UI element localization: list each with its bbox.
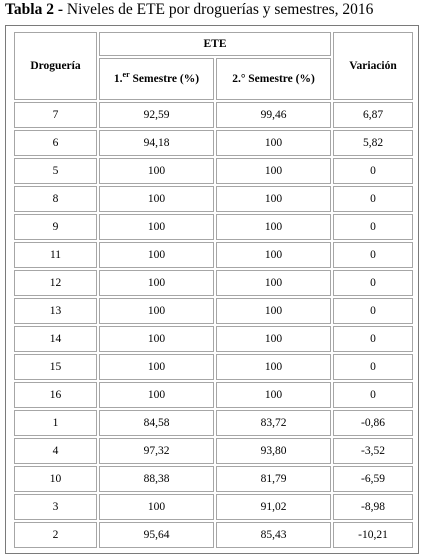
cell-semestre-2: 81,79 [216,466,331,492]
cell-semestre-1: 95,64 [99,522,214,548]
ete-table [12,30,415,550]
cell-semestre-1: 92,59 [99,102,214,128]
cell-drogueria: 12 [14,270,97,296]
cell-variacion: 0 [333,354,413,380]
table-row [14,354,413,380]
cell-drogueria: 2 [14,522,97,548]
table-row [14,410,413,436]
header-variacion: Variación [333,32,413,100]
cell-variacion: 0 [333,382,413,408]
cell-drogueria: 11 [14,242,97,268]
cell-drogueria: 13 [14,298,97,324]
header-drogueria: Droguería [14,32,97,100]
cell-drogueria: 15 [14,354,97,380]
cell-semestre-1: 100 [99,354,214,380]
table-row [14,438,413,464]
cell-variacion: -10,21 [333,522,413,548]
cell-semestre-2: 100 [216,242,331,268]
cell-semestre-1: 100 [99,298,214,324]
cell-semestre-2: 99,46 [216,102,331,128]
cell-variacion: -3,52 [333,438,413,464]
cell-variacion: 0 [333,298,413,324]
table-caption [5,0,429,19]
table-row [14,186,413,212]
table-row [14,130,413,156]
cell-drogueria: 6 [14,130,97,156]
cell-variacion: 0 [333,186,413,212]
cell-semestre-1: 100 [99,242,214,268]
table-row [14,102,413,128]
header-semestre-2: 2.° Semestre (%) [216,58,331,100]
table-frame [5,25,419,554]
caption-text: Niveles de ETE por droguerías y semestres, 2016 [63,1,374,18]
cell-drogueria: 5 [14,158,97,184]
cell-drogueria: 16 [14,382,97,408]
table-body [14,102,413,548]
cell-drogueria: 14 [14,326,97,352]
cell-variacion: 0 [333,214,413,240]
cell-variacion: 0 [333,326,413,352]
cell-semestre-1: 100 [99,270,214,296]
header-ete: ETE [99,32,331,56]
table-row [14,466,413,492]
cell-semestre-2: 100 [216,354,331,380]
cell-variacion: -8,98 [333,494,413,520]
cell-semestre-2: 91,02 [216,494,331,520]
table-row [14,158,413,184]
cell-variacion: 0 [333,270,413,296]
header-row-top [14,32,413,56]
cell-variacion: -0,86 [333,410,413,436]
caption-label: Tabla 2 - [5,1,64,18]
table-row [14,522,413,548]
cell-drogueria: 3 [14,494,97,520]
cell-semestre-1: 97,32 [99,438,214,464]
cell-variacion: 0 [333,242,413,268]
table-row [14,494,413,520]
cell-drogueria: 4 [14,438,97,464]
cell-semestre-2: 83,72 [216,410,331,436]
table-row [14,298,413,324]
table-row [14,382,413,408]
header-semestre-1 [99,58,214,100]
sem1-suffix: Semestre (%) [129,73,200,85]
cell-drogueria: 9 [14,214,97,240]
table-row [14,326,413,352]
cell-variacion: 5,82 [333,130,413,156]
cell-semestre-2: 100 [216,214,331,240]
cell-variacion: 6,87 [333,102,413,128]
cell-variacion: -6,59 [333,466,413,492]
cell-semestre-1: 100 [99,326,214,352]
cell-semestre-1: 94,18 [99,130,214,156]
cell-semestre-1: 100 [99,214,214,240]
cell-semestre-2: 100 [216,382,331,408]
cell-drogueria: 7 [14,102,97,128]
cell-semestre-1: 88,38 [99,466,214,492]
cell-semestre-1: 100 [99,158,214,184]
cell-semestre-2: 93,80 [216,438,331,464]
sem1-superscript: er [122,70,130,80]
sem1-prefix: 1. [113,73,123,85]
cell-semestre-2: 100 [216,158,331,184]
table-row [14,242,413,268]
cell-semestre-1: 84,58 [99,410,214,436]
cell-semestre-1: 100 [99,186,214,212]
cell-semestre-2: 100 [216,186,331,212]
cell-semestre-2: 100 [216,270,331,296]
table-row [14,270,413,296]
cell-semestre-2: 100 [216,326,331,352]
cell-drogueria: 8 [14,186,97,212]
cell-variacion: 0 [333,158,413,184]
cell-semestre-1: 100 [99,382,214,408]
cell-drogueria: 10 [14,466,97,492]
table-row [14,214,413,240]
cell-semestre-2: 100 [216,130,331,156]
cell-drogueria: 1 [14,410,97,436]
cell-semestre-2: 100 [216,298,331,324]
cell-semestre-2: 85,43 [216,522,331,548]
cell-semestre-1: 100 [99,494,214,520]
